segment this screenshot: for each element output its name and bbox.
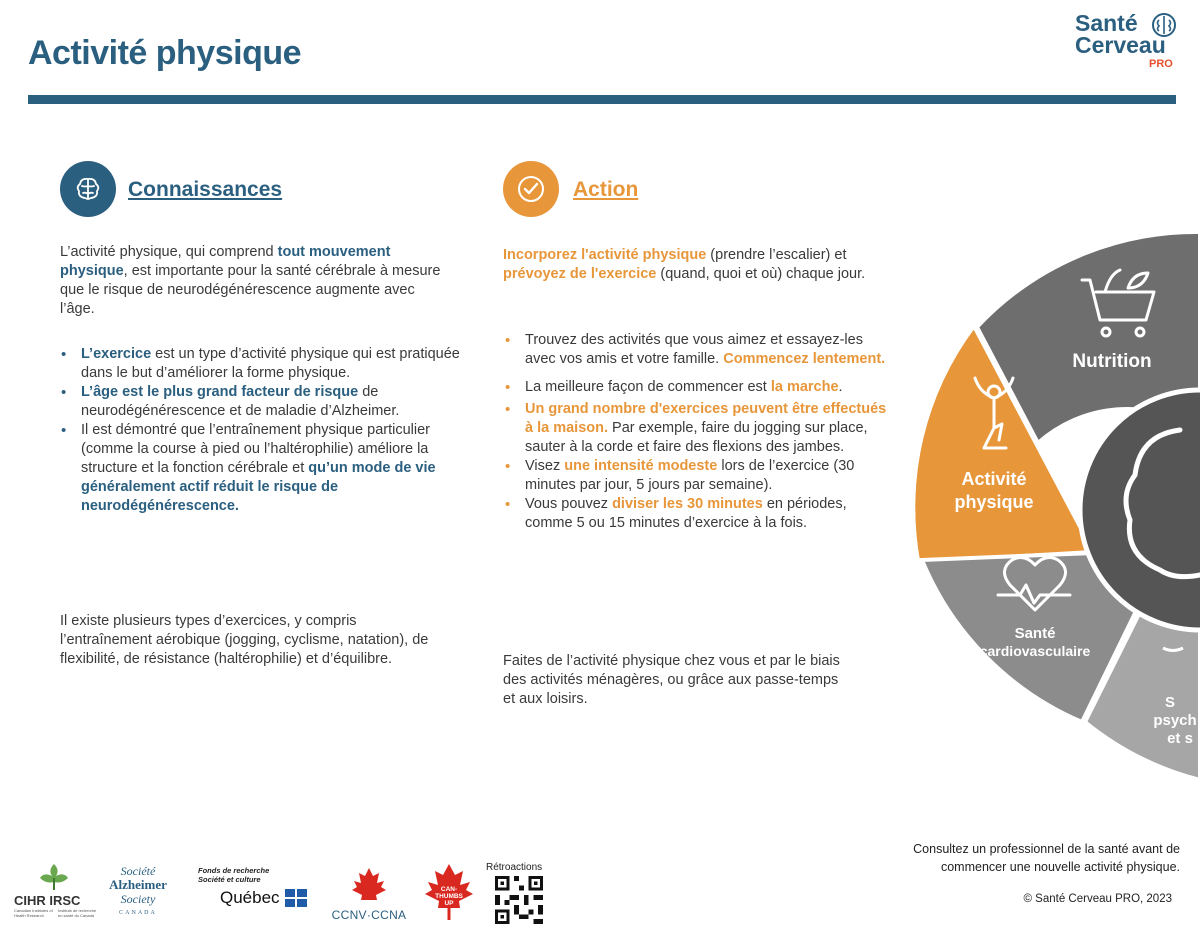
list-item: • L’âge est le plus grand facteur de risque de neurodégénérescence et de maladie d’Alzheimer. [81, 383, 461, 421]
brand-line-3: PRO [1149, 58, 1173, 70]
logo-alz-line-4: CANADA [119, 910, 157, 916]
brand-line-1: Santé [1075, 10, 1138, 36]
knowledge-intro: L’activité physique, qui comprend tout mouvement physique, est importante pour la santé cérébrale à mesure que le risque de neurodégénérescence augmente avec l’âge. [60, 244, 441, 317]
logo-alz-line-1: Société [120, 864, 156, 878]
footer-note [860, 840, 1180, 876]
page-title: Activité physique [28, 34, 302, 72]
logo-can-line-1: CAN- [440, 886, 458, 893]
brain-icon [73, 174, 103, 204]
list-item: • Un grand nombre d'exercices peuvent être effectués à la maison. Par exemple, faire du jogging sur place, sauter à la corde et faire des flexions des jambes. [525, 400, 890, 457]
logo-alzheimer [102, 864, 174, 920]
logo-cihr-en: Canadian Institutes of Health Research [14, 908, 53, 918]
copyright: © Santé Cerveau PRO, 2023 [1023, 893, 1172, 905]
logo-frq [198, 866, 313, 916]
qr-code-icon [494, 876, 544, 924]
feedback-qr[interactable] [486, 862, 556, 926]
wheel-label-nutrition: Nutrition [1072, 351, 1152, 372]
logo-can-line-3: UP [444, 900, 454, 907]
wheel-label-psych-1: S [1164, 694, 1176, 711]
knowledge-outro: Il existe plusieurs types d’exercices, y compris l’entraînement aérobique (jogging, cyclisme, natation), de flexibilité, de résistance (haltérophilie) et d’équilibre. [60, 613, 429, 667]
brain-icon [1151, 12, 1177, 38]
list-item: • L’exercice est un type d’activité physique qui est pratiquée dans le but d’améliorer la forme physique. [81, 345, 461, 383]
action-icon [503, 161, 559, 217]
feedback-label: Rétroactions [486, 862, 543, 873]
logo-frq-line-3: Québec [220, 888, 280, 907]
leaf-icon [34, 862, 74, 892]
wheel-label-cardio-2: cardiovasculaire [979, 643, 1091, 659]
knowledge-list [61, 345, 461, 516]
knowledge-heading: Connaissances [128, 178, 283, 201]
wheel-label-activity-1: Activité [961, 469, 1027, 489]
logo-ccna-text: CCNV·CCNA [331, 908, 407, 922]
wheel-label-psych-2: psych [1153, 712, 1197, 729]
logo-can-line-2: THUMBS [435, 893, 463, 900]
action-heading: Action [573, 178, 639, 201]
wheel-label-psych-3: et s [1167, 730, 1193, 747]
logo-frq-line-1: Fonds de recherche [198, 866, 270, 875]
action-intro: Incorporez l'activité physique (prendre l’escalier) et prévoyez de l'exercice (quand, quoi et où) chaque jour. [503, 247, 866, 282]
footer-note-line-1: Consultez un professionnel de la santé avant de [913, 842, 1180, 856]
header-rule [28, 95, 1176, 104]
list-item: • Il est démontré que l’entraînement physique particulier (comme la course à pied ou l’haltérophilie) améliore la structure et la fonction cérébrale et qu’un mode de vie généralement actif réduit le risque de neurodégénérescence. [81, 421, 461, 516]
logo-cihr [14, 862, 98, 922]
maple-leaf-icon [347, 866, 391, 904]
wheel-label-cardio-1: Santé [1014, 625, 1056, 642]
brand-line-2: Cerveau [1075, 32, 1166, 58]
logo-can-thumbs-up [418, 862, 480, 922]
brain-health-wheel [880, 210, 1200, 810]
action-outro: Faites de l’activité physique chez vous et par le biais des activités ménagères, ou grâce aux passe-temps et aux loisirs. [503, 653, 840, 707]
logo-cihr-fr: Instituts de recherche en santé du Canada [58, 908, 97, 918]
wheel-label-activity-2: physique [954, 492, 1034, 512]
logo-alz-line-3: Society [120, 892, 156, 906]
list-item: • La meilleure façon de commencer est la marche. [525, 378, 890, 397]
logo-cihr-text: CIHR IRSC [14, 893, 81, 908]
action-list [505, 331, 890, 533]
brand-logo [1075, 12, 1200, 74]
list-item: • Visez une intensité modeste lors de l’exercice (30 minutes par jour, 5 jours par semaine). [525, 457, 890, 495]
quebec-flag-icon [285, 889, 307, 907]
check-circle-icon [516, 174, 546, 204]
logo-can-text [430, 886, 468, 907]
footer-note-line-2: commencer une nouvelle activité physique. [940, 860, 1180, 874]
logo-frq-line-2: Société et culture [198, 875, 261, 884]
logo-ccna [326, 866, 412, 924]
knowledge-icon [60, 161, 116, 217]
list-item: • Vous pouvez diviser les 30 minutes en périodes, comme 5 ou 15 minutes d’exercice à la fois. [525, 495, 890, 533]
logo-alz-line-2: Alzheimer [109, 877, 167, 892]
list-item: • Trouvez des activités que vous aimez et essayez-les avec vos amis et votre famille. Commencez lentement. [525, 331, 890, 369]
